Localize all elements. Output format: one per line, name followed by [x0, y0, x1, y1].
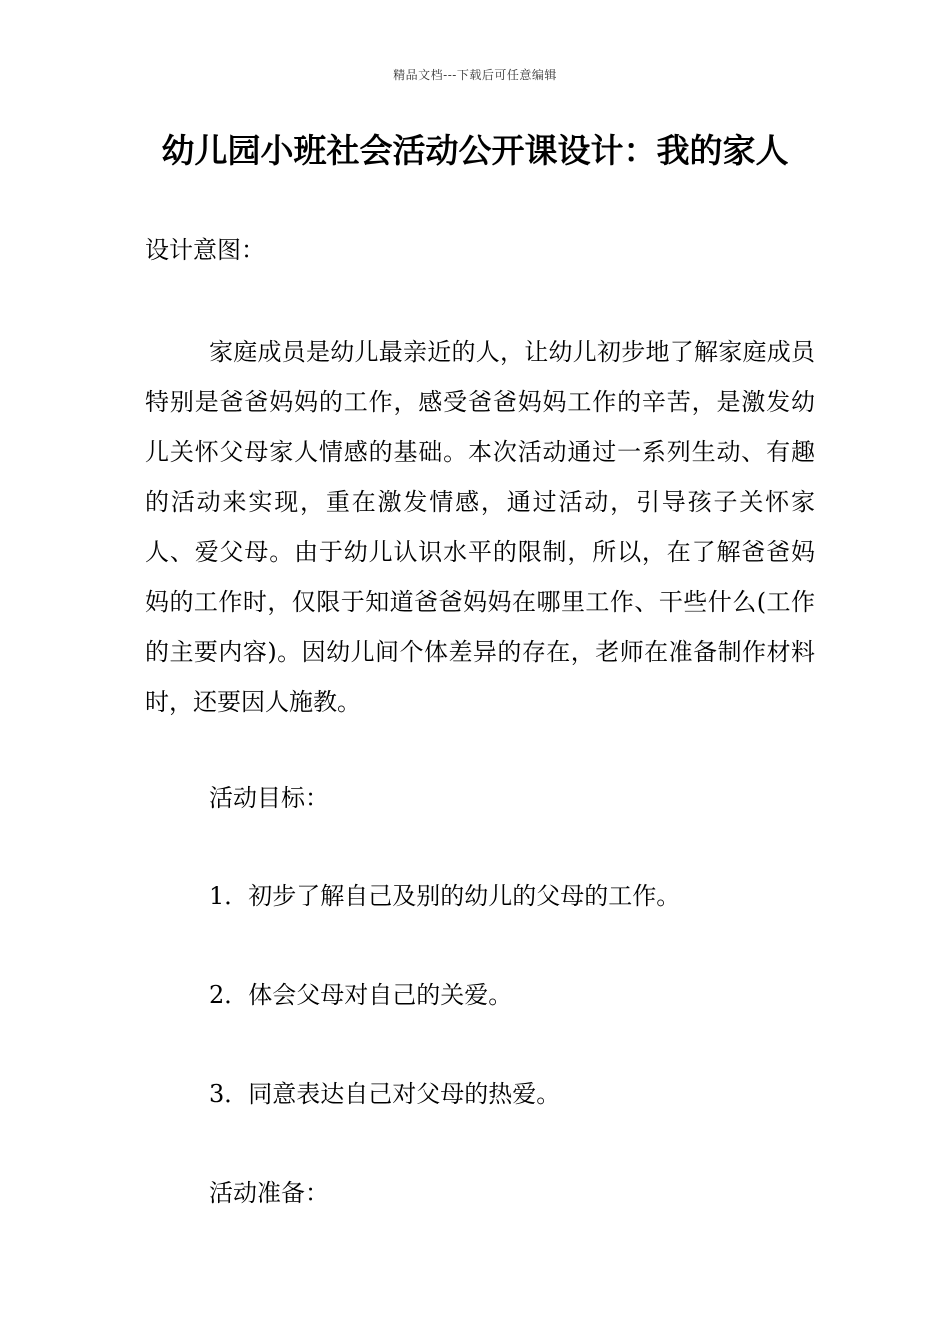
goal-item-2: 2．体会父母对自己的关爱。	[209, 981, 513, 1009]
activity-goals-heading: 活动目标：	[209, 784, 329, 812]
goal-item-3: 3．同意表达自己对父母的热爱。	[209, 1080, 561, 1108]
document-title: 幼儿园小班社会活动公开课设计：我的家人	[161, 131, 789, 170]
goal-item-1: 1．初步了解自己及别的幼儿的父母的工作。	[209, 882, 681, 910]
design-intent-heading: 设计意图：	[145, 236, 265, 264]
design-intent-paragraph: 家庭成员是幼儿最亲近的人，让幼儿初步地了解家庭成员特别是爸爸妈妈的工作，感受爸爸妈妈工作的辛苦，是激发幼儿关怀父母家人情感的基础。本次活动通过一系列生动、有趣的活动来实现，重在激发情感，通过活动，引导孩子关怀家人、爱父母。由于幼儿认识水平的限制，所以，在了解爸爸妈妈的工作时，仅限于知道爸爸妈妈在哪里工作、干些什么(工作的主要内容)。因幼儿间个体差异的存在，老师在准备制作材料时，还要因人施教。	[145, 338, 815, 716]
header-note: 精品文档---下载后可任意编辑	[393, 68, 557, 82]
activity-prep-heading: 活动准备：	[209, 1179, 329, 1207]
